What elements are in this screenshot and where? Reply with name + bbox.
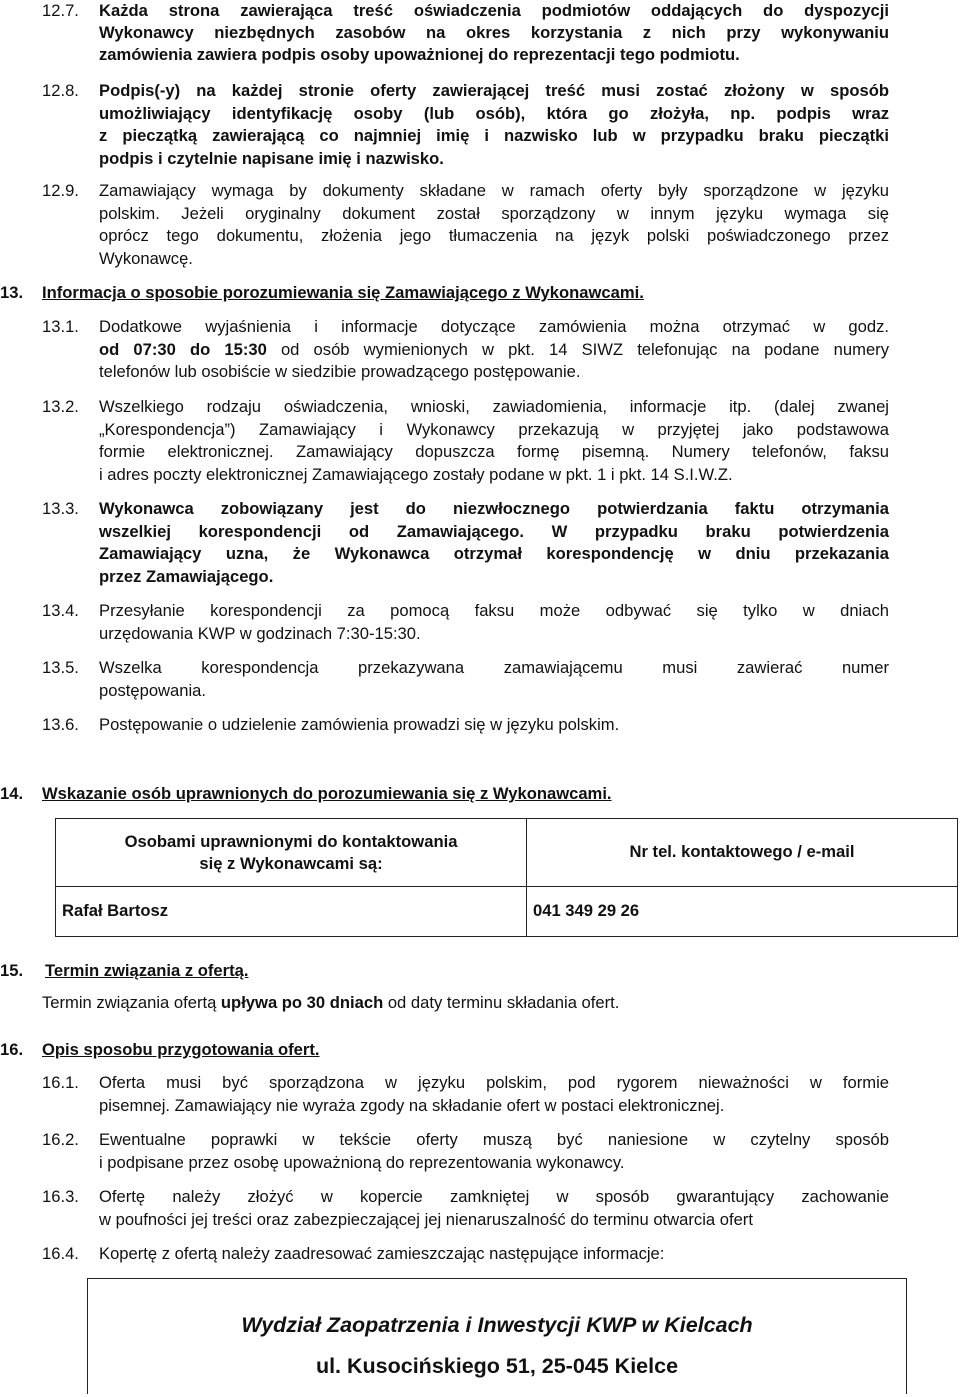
contact-persons-table (55, 818, 958, 937)
table-header-row (56, 819, 958, 887)
section-number: 14. (0, 784, 24, 803)
paragraph-number: 16.3. (42, 1187, 79, 1206)
contact-name: Rafał Bartosz (56, 887, 527, 937)
paragraph-text: Każda strona zawierająca treść oświadczenia podmiotów oddających do dyspozycji Wykonawcy niezbędnych zasobów na okres korzystania z nich przy wykonywaniu zamówienia zawiera podpis osoby upoważnionej do reprezentacji tego podmiotu. (99, 1, 889, 64)
paragraph-text: Wszelkiego rodzaju oświadczenia, wnioski, zawiadomienia, informacje itp. (dalej zwanej „Korespondencja”) Zamawiający i Wykonawcy przekazują w przyjętej jako podstawowa formie elektronicznej. Zamawiający dopuszcza formę pisemną. Numery telefonów, faksu i adres poczty elektronicznej Zamawiającego zostały podane w pkt. 1 i pkt. 14 S.I.W.Z. (99, 397, 889, 484)
paragraph-number: 16.4. (42, 1244, 79, 1263)
address-department: Wydział Zaopatrzenia i Inwestycji KWP w Kielcach (241, 1313, 753, 1337)
table-row (56, 887, 958, 937)
contact-phone: 041 349 29 26 (527, 887, 958, 937)
paragraph-text: Oferta musi być sporządzona w języku polskim, pod rygorem nieważności w formie pisemnej. Zamawiający nie wyraża zgody na składanie ofert w postaci elektronicznej. (99, 1073, 889, 1115)
table-header-cell: Nr tel. kontaktowego / e-mail (527, 819, 958, 887)
section-title: Opis sposobu przygotowania ofert. (42, 1040, 320, 1059)
paragraph-text: Dodatkowe wyjaśnienia i informacje dotyczące zamówienia można otrzymać w godz. od 07:30 do 15:30 od osób wymienionych w pkt. 14 SIWZ telefonując na podane numery telefonów lub osobiście w siedzibie prowadzącego postępowanie. (99, 317, 890, 382)
paragraph-number: 12.7. (42, 1, 79, 20)
section-number: 13. (0, 283, 24, 302)
paragraph-text: Wykonawca zobowiązany jest do niezwłocznego potwierdzania faktu otrzymania wszelkiej korespondencji od Zamawiającego. W przypadku braku potwierdzenia Zamawiający uzna, że Wykonawca otrzymał korespondencję w dniu przekazania przez Zamawiającego. (99, 499, 889, 586)
paragraph-number: 13.4. (42, 601, 79, 620)
section-title: Termin związania z ofertą. (45, 961, 249, 980)
section-number: 15. (0, 961, 24, 980)
paragraph-text: Ewentualne poprawki w tekście oferty muszą być naniesione w czytelny sposób i podpisane przez osobę upoważnioną do reprezentowania wykonawcy. (99, 1130, 889, 1172)
paragraph-number: 13.3. (42, 499, 79, 518)
paragraph-number: 16.2. (42, 1130, 79, 1149)
paragraph-text: Podpis(-y) na każdej stronie oferty zawierającej treść musi zostać złożony w sposób umożliwiający identyfikację osoby (lub osób), która go złożyła, np. podpis wraz z pieczątką zawierającą co najmniej imię i nazwisko lub w przypadku braku pieczątki podpis i czytelnie napisane imię i nazwisko. (99, 81, 889, 168)
paragraph-number: 13.6. (42, 715, 79, 734)
address-street: ul. Kusocińskiego 51, 25-045 Kielce (315, 1354, 679, 1378)
paragraph-number: 12.8. (42, 81, 79, 100)
paragraph-text: Ofertę należy złożyć w kopercie zamkniętej w sposób gwarantujący zachowanie w poufności jej treści oraz zabezpieczającej jej nienaruszalność do terminu otwarcia ofert (99, 1187, 889, 1229)
table-header-cell: Osobami uprawnionymi do kontaktowania się z Wykonawcami są: (56, 819, 527, 887)
paragraph-15-text: Termin związania ofertą upływa po 30 dniach od daty terminu składania ofert. (42, 993, 620, 1012)
paragraph-line: od 07:30 do 15:30 od osób wymienionych w pkt. 14 SIWZ telefonując na podane numery (99, 339, 890, 359)
paragraph-text: Zamawiający wymaga by dokumenty składane w ramach oferty były sporządzone w języku polskim. Jeżeli oryginalny dokument został sporządzony w innym języku wymaga się oprócz tego dokumentu, złożenia jego tłumaczenia na język polski poświadczonego przez Wykonawcę. (99, 181, 889, 268)
paragraph-text: Przesyłanie korespondencji za pomocą faksu może odbywać się tylko w dniach urzędowania KWP w godzinach 7:30-15:30. (99, 601, 889, 643)
section-title: Wskazanie osób uprawnionych do porozumiewania się z Wykonawcami. (42, 784, 612, 803)
paragraph-number: 13.2. (42, 397, 79, 416)
section-number: 16. (0, 1040, 24, 1059)
paragraph-number: 13.1. (42, 317, 79, 336)
paragraph-text: Postępowanie o udzielenie zamówienia prowadzi się w języku polskim. (99, 715, 620, 734)
paragraph-text: Wszelka korespondencja przekazywana zamawiającemu musi zawierać numer postępowania. (99, 658, 889, 700)
envelope-address-box (87, 1278, 907, 1394)
paragraph-number: 12.9. (42, 181, 79, 200)
paragraph-text: Kopertę z ofertą należy zaadresować zamieszczając następujące informacje: (99, 1244, 665, 1263)
section-title: Informacja o sposobie porozumiewania się Zamawiającego z Wykonawcami. (42, 283, 644, 302)
paragraph-number: 16.1. (42, 1073, 79, 1092)
paragraph-number: 13.5. (42, 658, 79, 677)
